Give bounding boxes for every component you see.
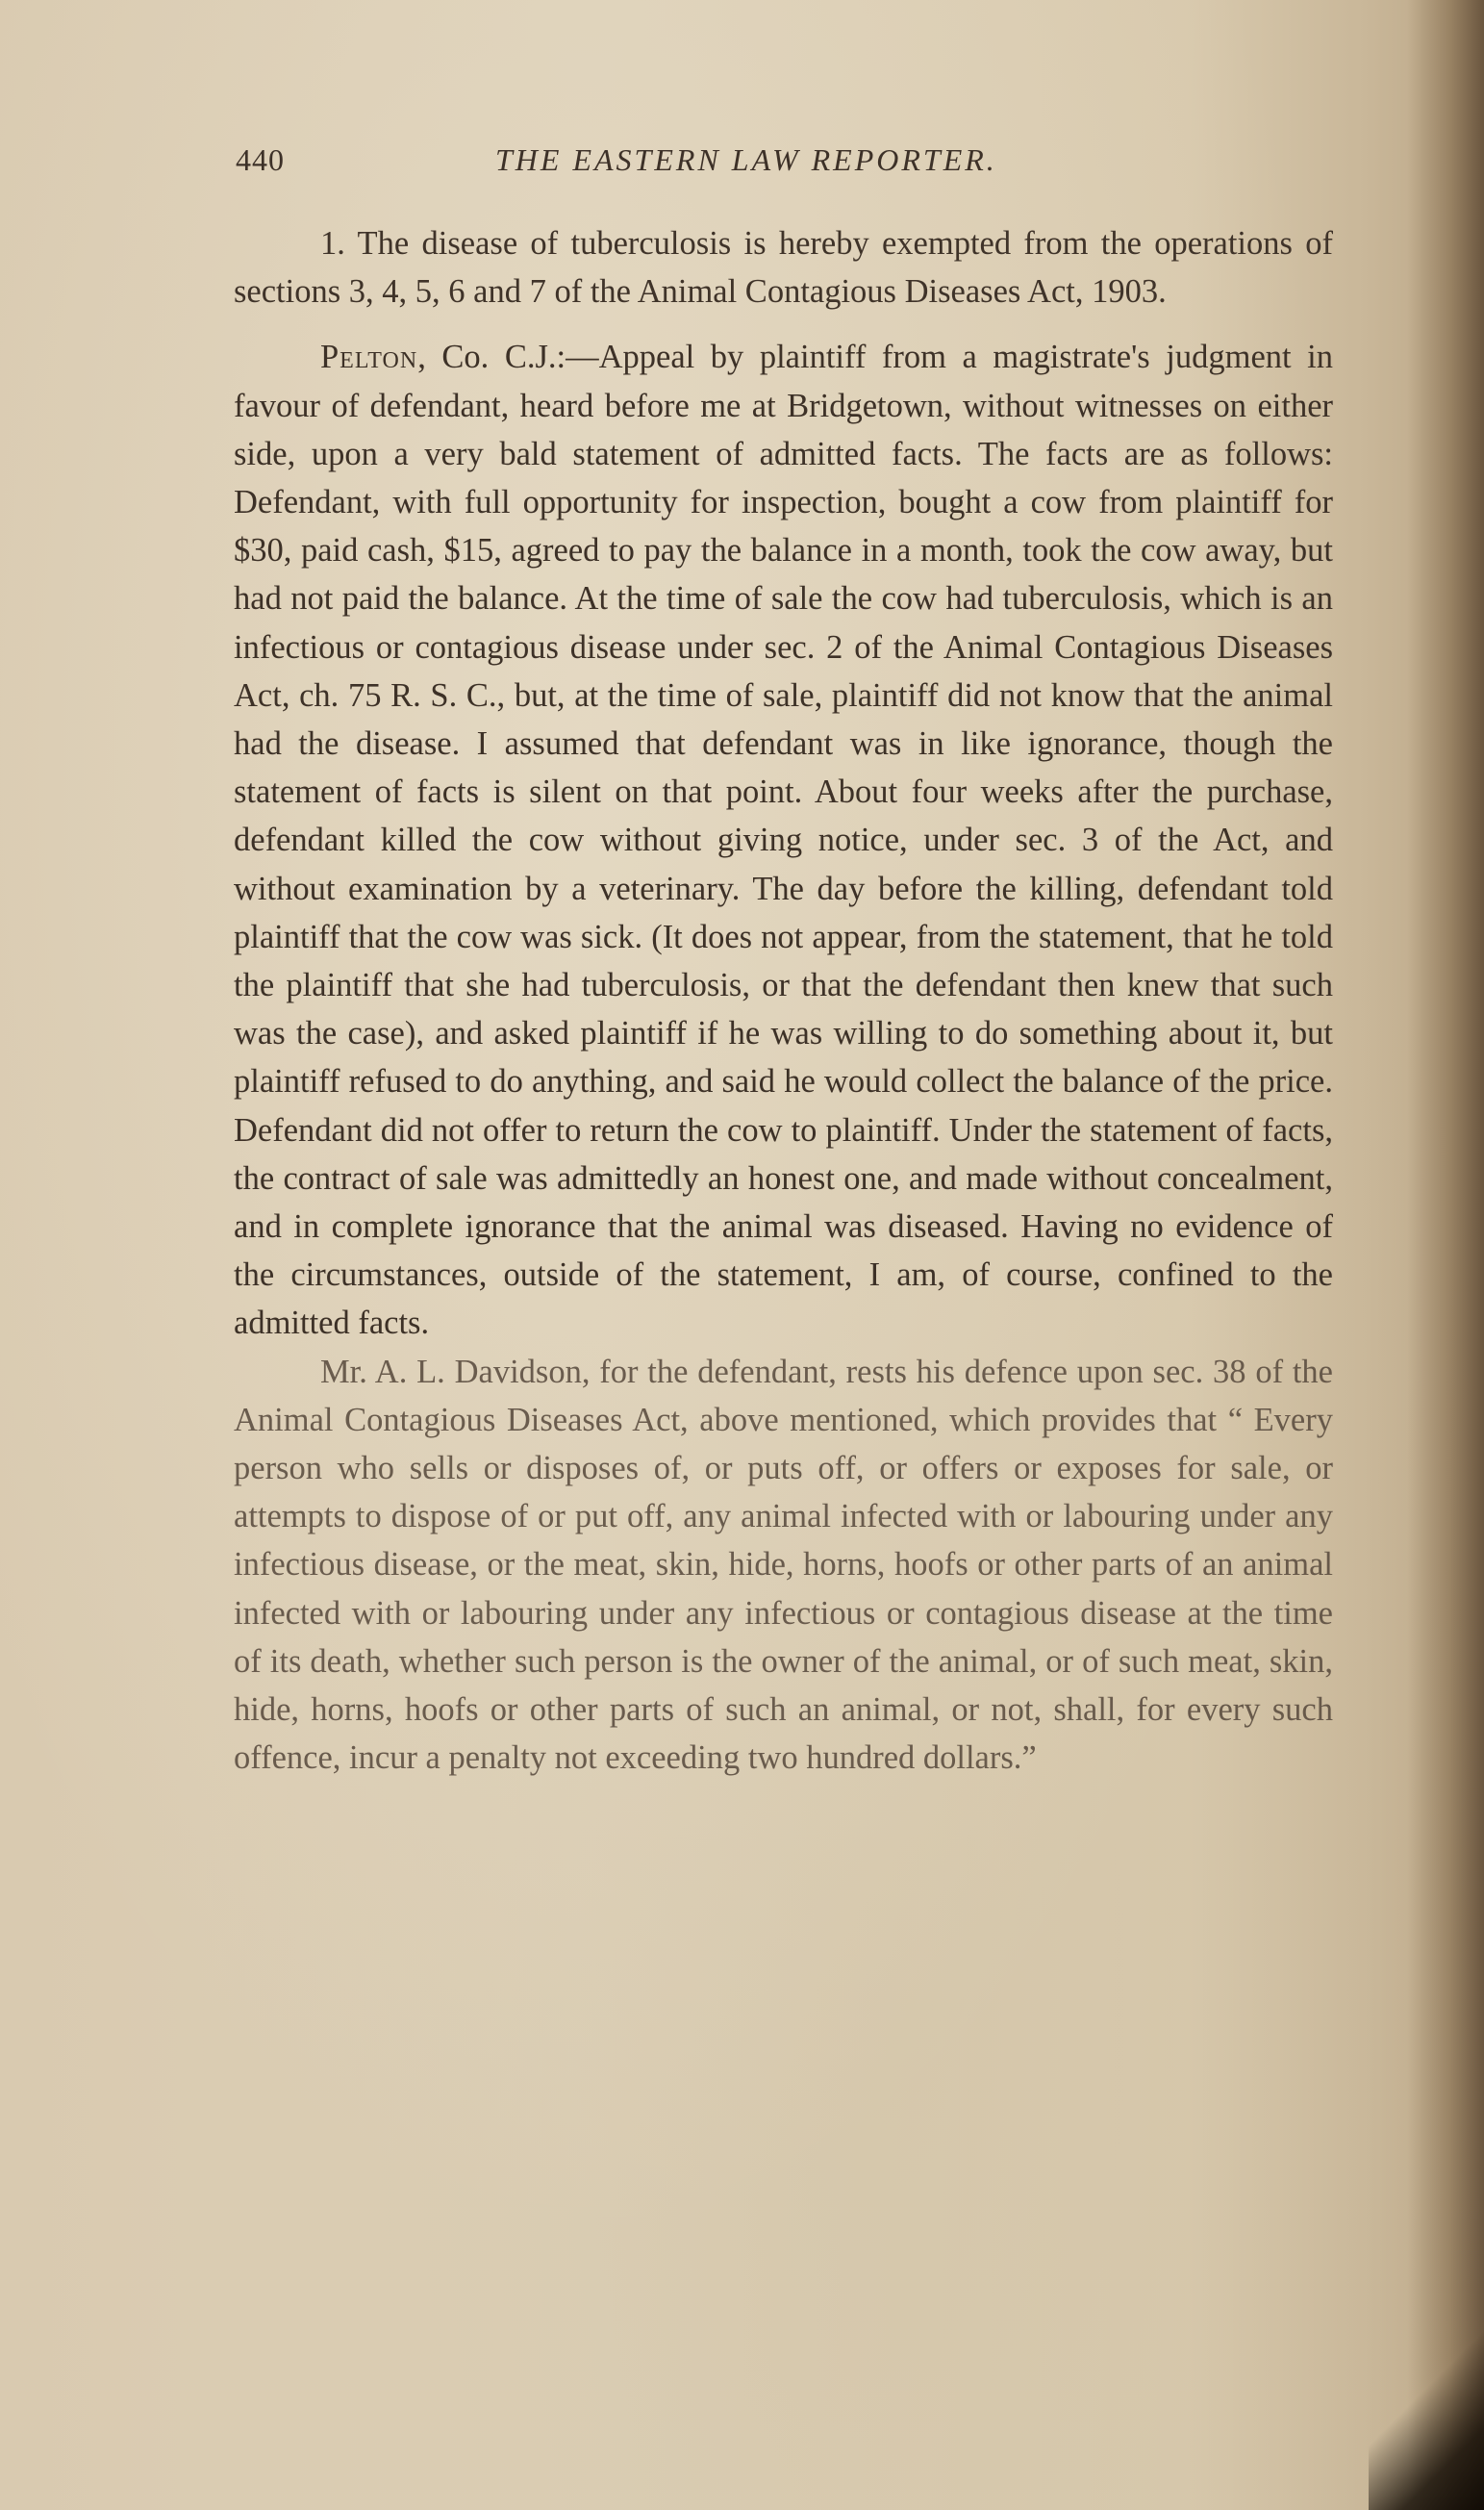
page-corner-shadow	[1369, 2298, 1484, 2510]
judge-name: Pelton	[320, 339, 418, 376]
page-edge-shadow	[1407, 0, 1484, 2510]
running-head	[236, 142, 1332, 190]
judgment-text: —Appeal by plaintiff from a magistrate's judgment in favour of defendant, heard before me at Bridgetown, without witnesses on either side, upon a very bald statement of admitted facts. The facts are as follows: Defendant, with full opportunity for inspection, bought a cow from plaintiff for $30, paid cash, $15, agreed to pay the balance in a month, took the cow away, but had not paid the balance. At the time of sale the cow had tuberculosis, which is an infectious or contagious disease under sec. 2 of the Animal Contagious Diseases Act, ch. 75 R. S. C., but, at the time of sale, plaintiff did not know that the animal had the disease. I assumed that defendant was in like ignorance, though the statement of facts is silent on that point. About four weeks after the purchase, defendant killed the cow without giving notice, under sec. 3 of the Act, and without examination by a veterinary. The day before the killing, defendant told plaintiff that the cow was sick. (It does not appear, from the statement, that he told the plaintiff that she had tuberculosis, or that the defendant then knew that such was the case), and asked plaintiff if he was willing to do something about it, but plaintiff refused to do anything, and said he would collect the balance of the price. Defendant did not offer to return the cow to plaintiff. Under the statement of facts, the contract of sale was admittedly an honest one, and made without concealment, and in complete ignorance that the animal was diseased. Having no evidence of the circumstances, outside of the statement, I am, of course, confined to the admitted facts.	[234, 339, 1333, 1342]
journal-title: THE EASTERN LAW REPORTER.	[495, 142, 997, 177]
counsel-argument-paragraph: Mr. A. L. Davidson, for the defendant, rests his defence upon sec. 38 of the Animal Contagious Diseases Act, above mentioned, which provides that “ Every person who sells or disposes of, or puts off, or offers or exposes for sale, or attempts to dispose of or put off, any animal infected with or labouring under any infectious disease, or the meat, skin, hide, horns, hoofs or other parts of an animal infected with or labouring under any infectious or contagious disease at the time of its death, whether such person is the owner of the animal, or of such meat, skin, hide, horns, hoofs or other parts of such an animal, or not, shall, for every such offence, incur a penalty not exceeding two hundred dollars.”	[234, 1353, 1333, 1777]
statute-section-paragraph: 1. The disease of tuberculosis is hereby exempted from the operations of sections 3, 4, 5, 6 and 7 of the Animal Contagious Diseases Act, 1903.	[234, 225, 1333, 311]
judge-title: , Co. C.J.:	[417, 339, 566, 376]
page-number: 440	[236, 142, 285, 177]
body-text	[234, 219, 1333, 1783]
judgment-paragraph	[234, 333, 1333, 1347]
